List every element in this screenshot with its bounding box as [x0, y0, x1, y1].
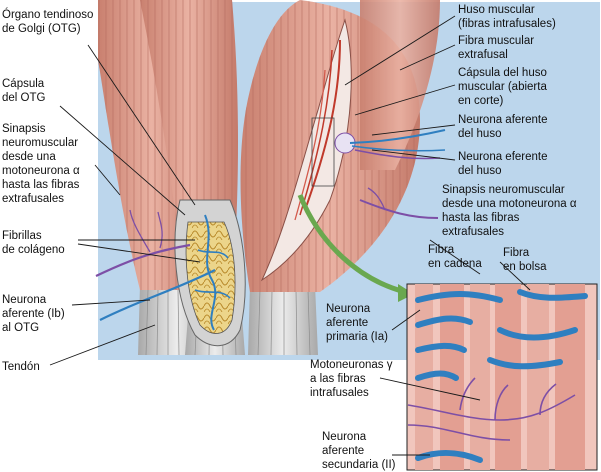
label-collagen-fibrils: Fibrillas de colágeno — [2, 230, 65, 256]
label-muscle-spindle: Huso muscular (fibras intrafusales) — [458, 4, 556, 30]
label-spindle-capsule: Cápsula del huso muscular (abierta en corte) — [458, 67, 547, 107]
label-chain-fiber: Fibra en cadena — [428, 244, 482, 270]
label-primary-afferent: Neurona aferente primaria (Ia) — [326, 303, 388, 343]
label-gamma-motoneurons: Motoneuronas γ a las fibras intrafusales — [310, 359, 393, 399]
spindle-inset — [407, 284, 597, 470]
label-synapse-right: Sinapsis neuromuscular desde una motoneurona α hasta las fibras extrafusales — [442, 184, 577, 238]
label-golgi-tendon-organ: Órgano tendinoso de Golgi (OTG) — [2, 9, 94, 35]
label-tendon: Tendón — [2, 361, 40, 373]
label-extrafusal-fiber: Fibra muscular extrafusal — [458, 35, 535, 61]
label-spindle-afferent: Neurona aferente del huso — [458, 114, 548, 140]
label-otg-capsule: Cápsula del OTG — [2, 78, 46, 104]
label-bag-fiber: Fibra en bolsa — [503, 247, 547, 273]
label-spindle-efferent: Neurona eferente del huso — [458, 151, 548, 177]
label-synapse-left: Sinapsis neuromuscular desde una motoneurona α hasta las fibras extrafusales — [2, 123, 80, 205]
label-afferent-ib: Neurona aferente (Ib) al OTG — [2, 294, 65, 334]
label-secondary-afferent: Neurona aferente secundaria (II) — [322, 431, 396, 471]
